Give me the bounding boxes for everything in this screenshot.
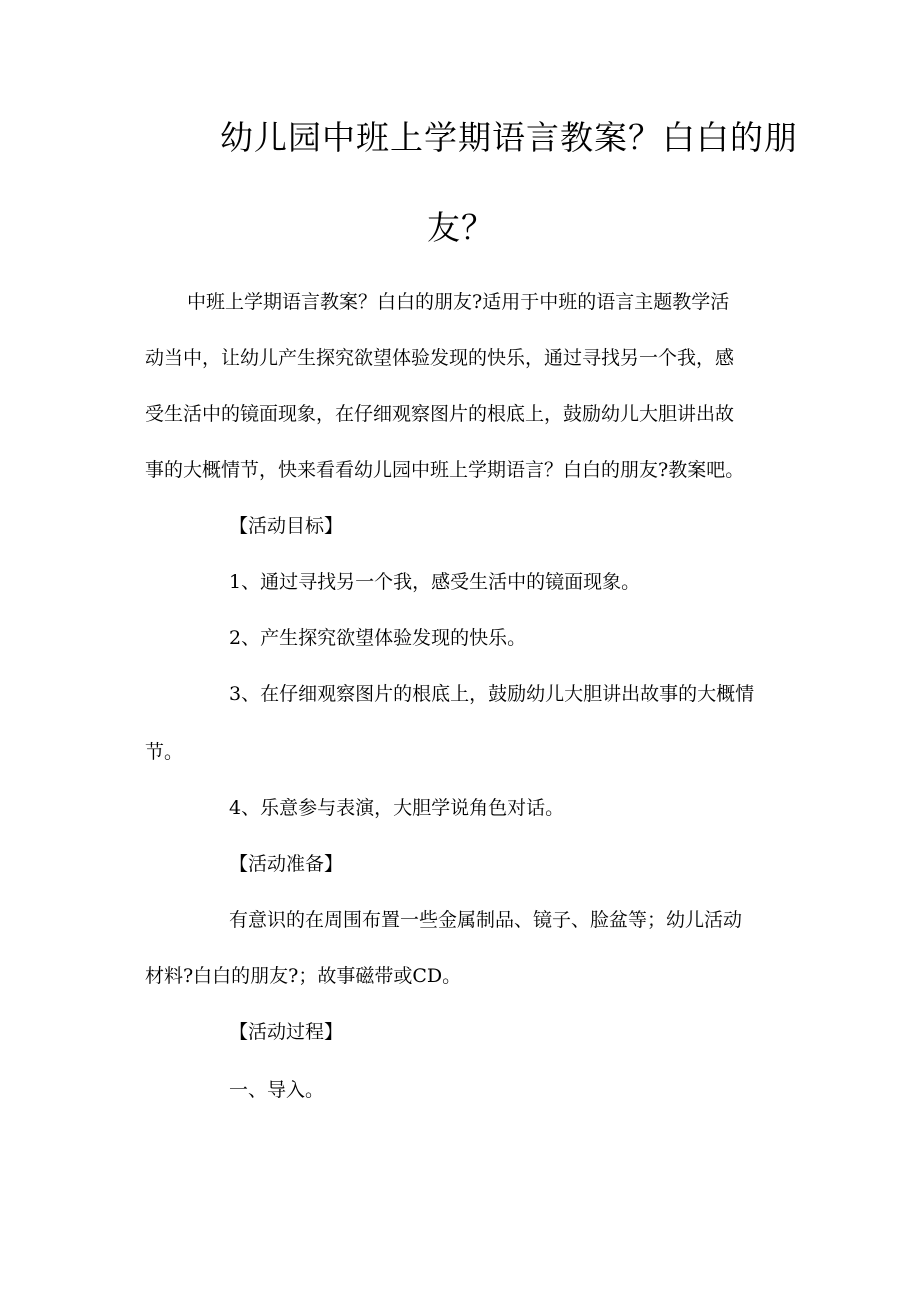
document-title-line-1: 幼儿园中班上学期语言教案？白白的朋 — [220, 118, 798, 157]
prep-heading: 【活动准备】 — [229, 853, 344, 875]
process-heading: 【活动过程】 — [229, 1021, 344, 1043]
goals-heading: 【活动目标】 — [229, 515, 344, 537]
goal-item-4: 4、乐意参与表演，大胆学说角色对话。 — [229, 797, 565, 819]
intro-line-4: 事的大概情节，快来看看幼儿园中班上学期语言？白白的朋友?教案吧。 — [145, 459, 745, 481]
intro-line-2: 动当中，让幼儿产生探究欲望体验发现的快乐，通过寻找另一个我，感 — [145, 347, 735, 369]
goal-item-3: 3、在仔细观察图片的根底上，鼓励幼儿大胆讲出故事的大概情 — [229, 683, 755, 705]
intro-line-3: 受生活中的镜面现象，在仔细观察图片的根底上，鼓励幼儿大胆讲出故 — [145, 403, 735, 425]
goal-item-1: 1、通过寻找另一个我，感受生活中的镜面现象。 — [229, 571, 641, 593]
goal-item-2: 2、产生探究欲望体验发现的快乐。 — [229, 627, 527, 649]
prep-line-2: 材料?白白的朋友?；故事磁带或CD。 — [145, 965, 462, 987]
process-step-1: 一、导入。 — [229, 1079, 325, 1101]
intro-line-1: 中班上学期语言教案？白白的朋友?适用于中班的语言主题教学活 — [187, 291, 730, 313]
goal-item-3-continued: 节。 — [145, 741, 184, 763]
document-title-line-2: 友？ — [427, 208, 495, 247]
prep-line-1: 有意识的在周围布置一些金属制品、镜子、脸盆等；幼儿活动 — [229, 909, 743, 931]
